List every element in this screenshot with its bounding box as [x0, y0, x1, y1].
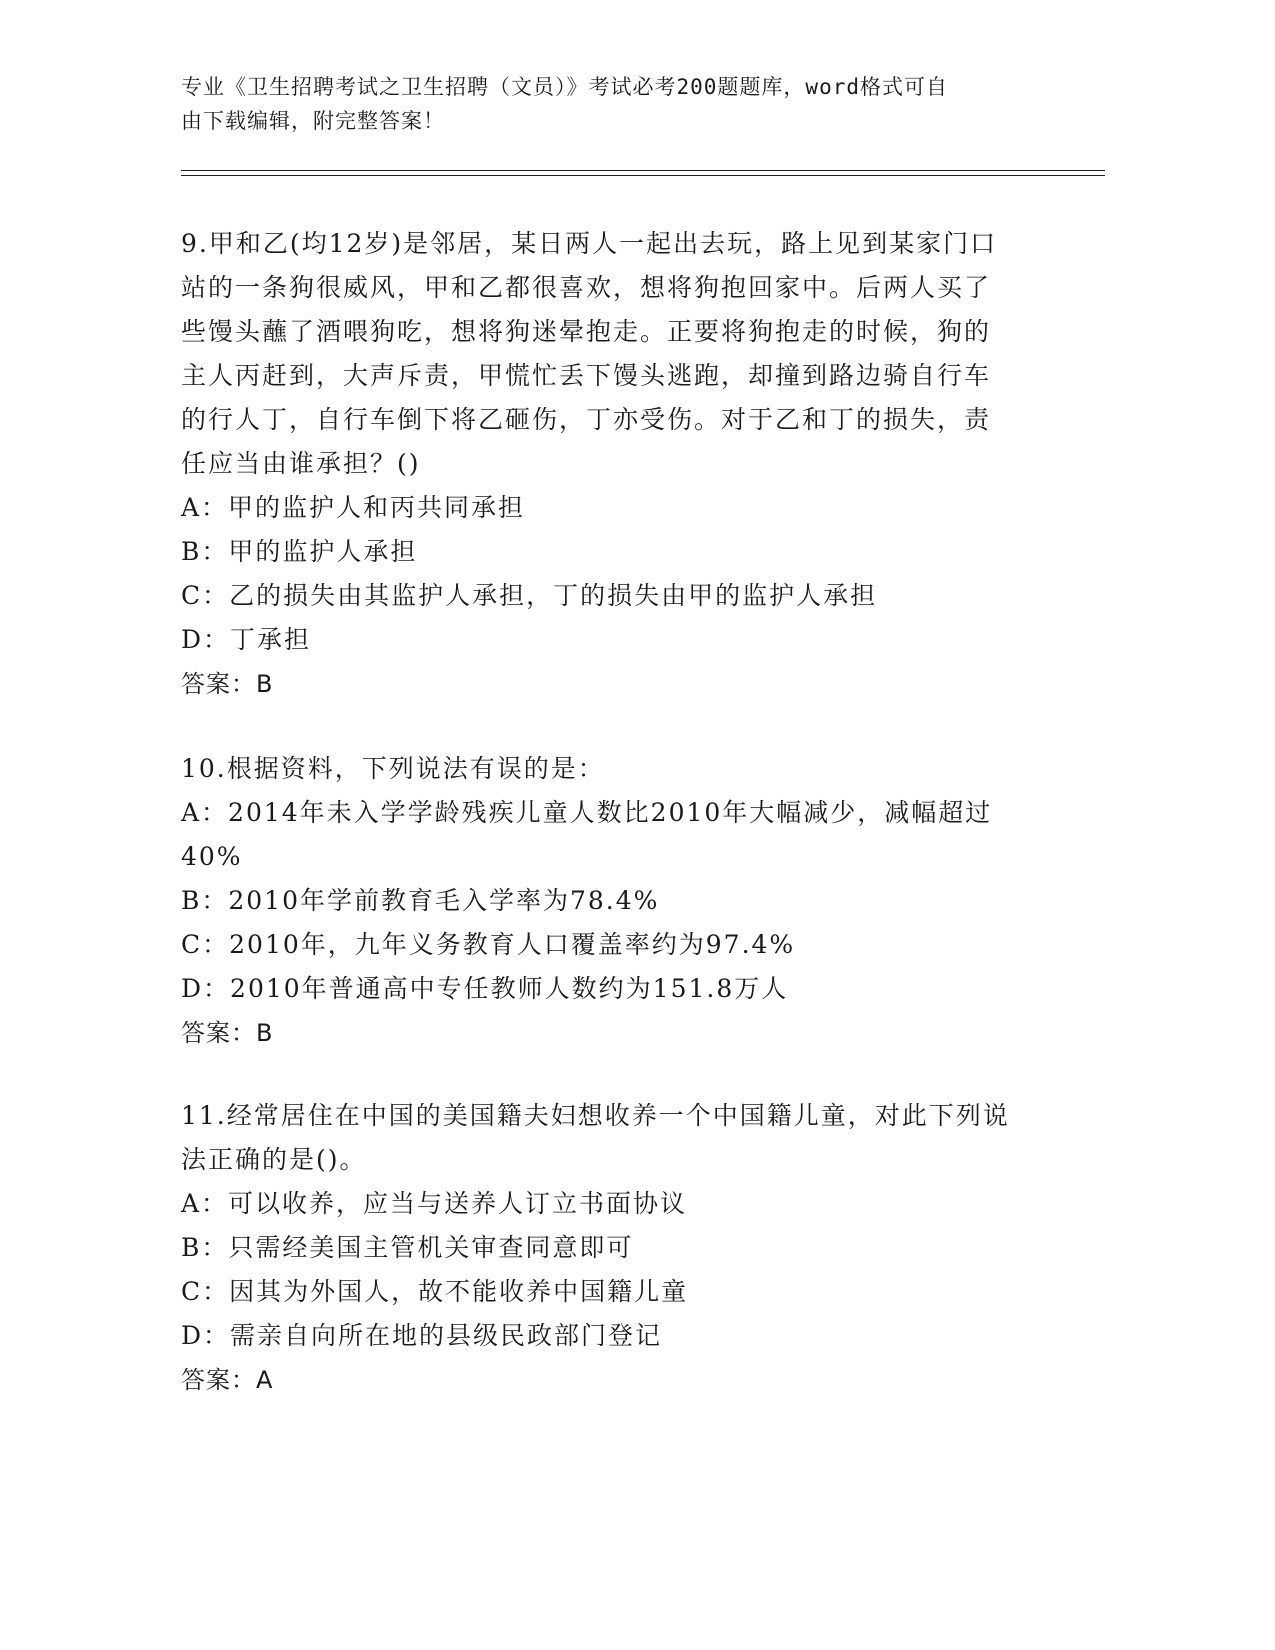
option-a: A：可以收养，应当与送养人订立书面协议 — [181, 1189, 688, 1218]
question-stem-line: 些馒头蘸了酒喂狗吃，想将狗迷晕抱走。正要将狗抱走的时候，狗的 — [181, 317, 992, 346]
header-line-1: 专业《卫生招聘考试之卫生招聘（文员）》考试必考200题题库，word格式可自 — [181, 75, 948, 99]
question-11 — [181, 1094, 1041, 1402]
question-10 — [181, 747, 1041, 1055]
question-9 — [181, 222, 1041, 706]
answer-label: 答案：A — [181, 1366, 274, 1394]
question-stem-line: 站的一条狗很威风，甲和乙都很喜欢，想将狗抱回家中。后两人买了 — [181, 273, 992, 302]
option-c: C：乙的损失由其监护人承担，丁的损失由甲的监护人承担 — [181, 581, 878, 610]
option-b: B：2010年学前教育毛入学率为78.4% — [181, 886, 660, 915]
question-stem-line: 的行人丁，自行车倒下将乙砸伤，丁亦受伤。对于乙和丁的损失，责 — [181, 405, 992, 434]
option-a: A：2014年未入学学龄残疾儿童人数比2010年大幅减少，减幅超过 — [181, 798, 993, 827]
option-a-continued: 40% — [181, 842, 243, 871]
option-c: C：2010年，九年义务教育人口覆盖率约为97.4% — [181, 930, 796, 959]
question-stem-line: 主人丙赶到，大声斥责，甲慌忙丢下馒头逃跑，却撞到路边骑自行车 — [181, 361, 992, 390]
document-header — [181, 70, 1061, 138]
question-stem-line: 法正确的是()。 — [181, 1145, 367, 1174]
option-a: A：甲的监护人和丙共同承担 — [181, 493, 526, 522]
question-stem-line: 9.甲和乙(均12岁)是邻居，某日两人一起出去玩，路上见到某家门口 — [181, 229, 998, 258]
header-divider-top — [181, 170, 1105, 171]
question-stem-line: 11.经常居住在中国的美国籍夫妇想收养一个中国籍儿童，对此下列说 — [181, 1101, 1010, 1130]
header-line-2: 由下载编辑，附完整答案！ — [181, 109, 445, 133]
option-d: D：丁承担 — [181, 625, 312, 654]
option-b: B：甲的监护人承担 — [181, 537, 418, 566]
answer-label: 答案：B — [181, 1019, 274, 1047]
question-stem-line: 10.根据资料，下列说法有误的是： — [181, 754, 605, 783]
header-divider-bottom — [181, 175, 1105, 176]
option-d: D：2010年普通高中专任教师人数约为151.8万人 — [181, 974, 789, 1003]
option-c: C：因其为外国人，故不能收养中国籍儿童 — [181, 1277, 689, 1306]
option-b: B：只需经美国主管机关审查同意即可 — [181, 1233, 634, 1262]
answer-label: 答案：B — [181, 670, 274, 698]
question-stem-line: 任应当由谁承担？() — [181, 449, 421, 478]
option-d: D：需亲自向所在地的县级民政部门登记 — [181, 1321, 663, 1350]
